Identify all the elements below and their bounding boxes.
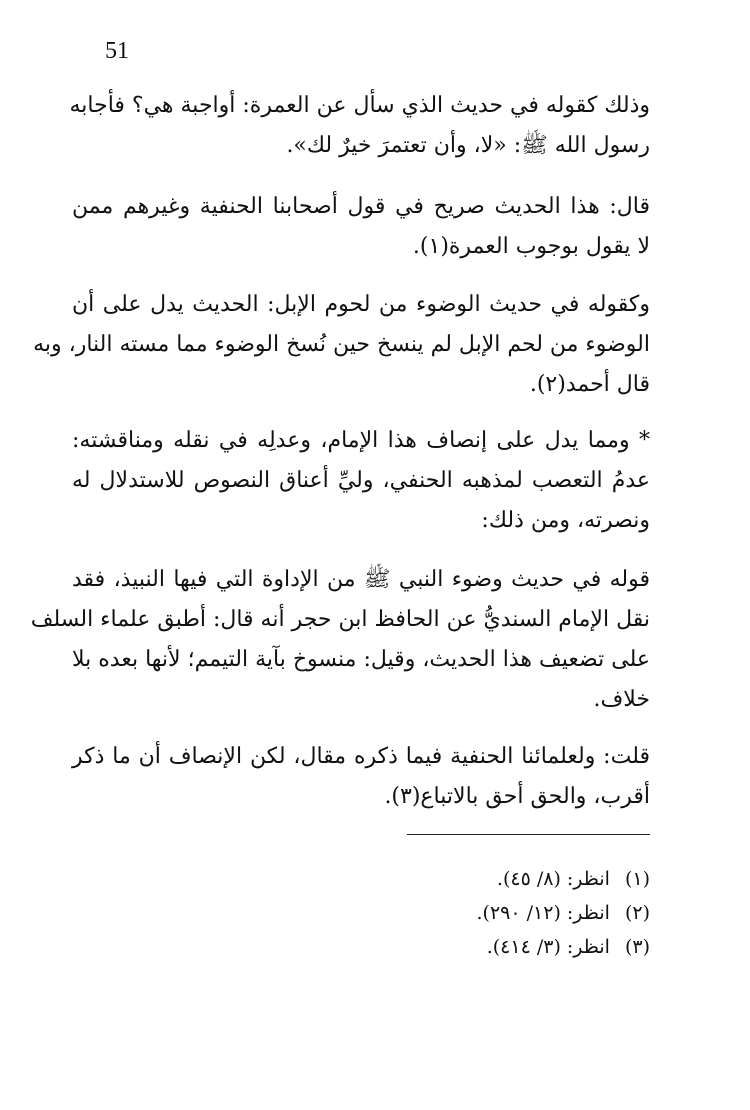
footnote-separator (407, 834, 650, 835)
paragraph-line: قال: هذا الحديث صريح في قول أصحابنا الحنفية وغيرهم ممن (72, 194, 650, 219)
page-number: 51 (105, 38, 129, 64)
paragraph-2 (72, 187, 650, 267)
footnote-text: انظر: (١٢/ ٢٩٠). (476, 902, 610, 924)
footnote-number: (٣) (624, 936, 650, 958)
footnote-number: (٢) (624, 902, 650, 924)
paragraph-line: أقرب، والحق أحق بالاتباع(٣). (384, 784, 650, 809)
paragraph-line: نقل الإمام السنديُّ عن الحافظ ابن حجر أنه قال: أطبق علماء السلف (30, 607, 650, 632)
paragraph-line: قال أحمد(٢). (529, 372, 650, 397)
paragraph-6 (72, 737, 650, 817)
footnote-number: (١) (624, 868, 650, 890)
paragraph-line: * ومما يدل على إنصاف هذا الإمام، وعدلِه في نقله ومناقشته: (72, 428, 650, 453)
paragraph-1 (69, 86, 650, 166)
paragraph-4 (72, 421, 650, 541)
footnotes (350, 862, 650, 964)
paragraph-line: لا يقول بوجوب العمرة(١). (412, 234, 650, 259)
paragraph-line: رسول الله ﷺ: «لا، وأن تعتمرَ خيرٌ لك». (286, 133, 650, 158)
paragraph-line: الوضوء من لحم الإبل لم ينسخ حين نُسخ الوضوء مما مسته النار، وبه (33, 332, 650, 357)
paragraph-line: خلاف. (593, 687, 650, 712)
paragraph-3 (33, 285, 650, 405)
paragraph-line: على تضعيف هذا الحديث، وقيل: منسوخ بآية التيمم؛ لأنها بعده بلا (72, 647, 650, 672)
paragraph-line: وكقوله في حديث الوضوء من لحوم الإبل: الحديث يدل على أن (72, 292, 650, 317)
footnote-3 (350, 930, 650, 964)
footnote-text: انظر: (٨/ ٤٥). (496, 868, 610, 890)
footnote-2 (350, 896, 650, 930)
paragraph-line: وذلك كقوله في حديث الذي سأل عن العمرة: أواجبة هي؟ فأجابه (69, 93, 650, 118)
paragraph-line: ونصرته، ومن ذلك: (481, 508, 650, 533)
paragraph-line: عدمُ التعصب لمذهبه الحنفي، وليِّ أعناق النصوص للاستدلال له (72, 468, 650, 493)
paragraph-5 (30, 560, 650, 720)
paragraph-line: قوله في حديث وضوء النبي ﷺ من الإداوة التي فيها النبيذ، فقد (72, 567, 650, 592)
paragraph-line: قلت: ولعلمائنا الحنفية فيما ذكره مقال، لكن الإنصاف أن ما ذكر (72, 744, 650, 769)
footnote-1 (350, 862, 650, 896)
footnote-text: انظر: (٣/ ٤١٤). (486, 936, 610, 958)
